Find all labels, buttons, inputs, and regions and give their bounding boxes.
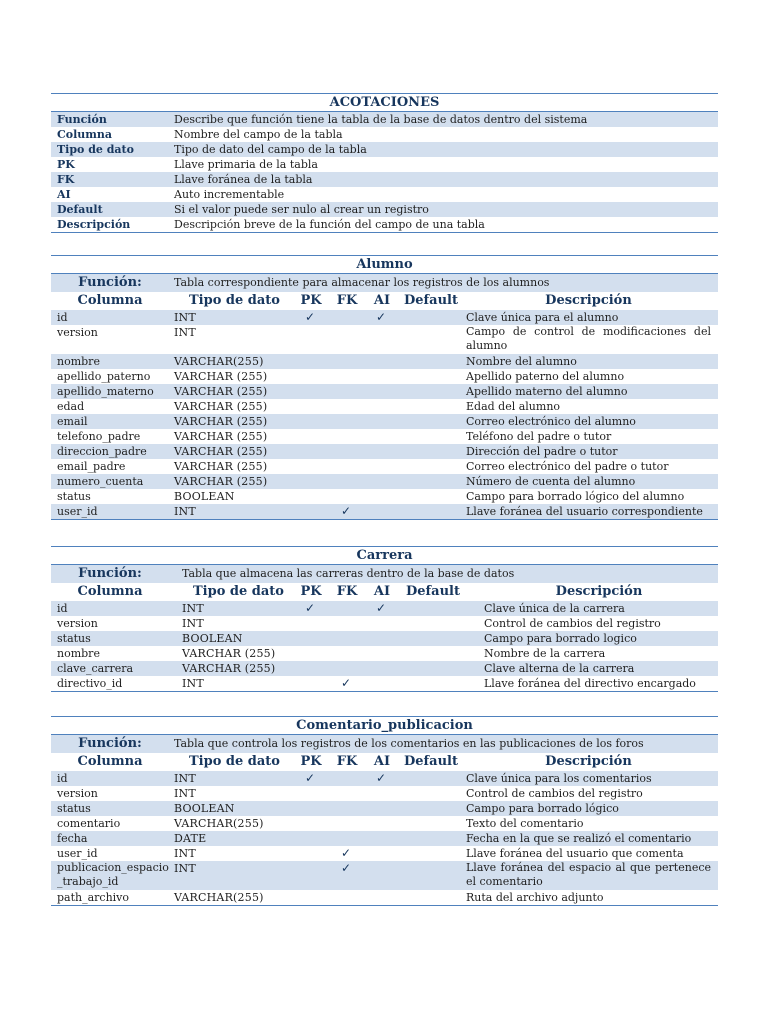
cell-tipo: VARCHAR(255): [174, 891, 264, 904]
header-columna: Columna: [77, 754, 143, 769]
table-row: [51, 369, 718, 384]
table-row: [51, 414, 718, 429]
table-row: [51, 786, 718, 801]
cell-columna: version: [57, 617, 98, 630]
header-descripcion: Descripción: [545, 293, 632, 308]
cell-columna: fecha: [57, 832, 88, 845]
table-row: [51, 816, 718, 831]
cell-tipo: INT: [182, 602, 204, 615]
header-fk: FK: [336, 754, 358, 769]
cell-descripcion: Apellido paterno del alumno: [466, 370, 625, 383]
cell-columna: status: [57, 490, 91, 503]
cell-columna: publicacion_espacio_trabajo_id: [57, 861, 169, 888]
cell-columna: status: [57, 802, 91, 815]
cell-descripcion: Nombre de la carrera: [484, 647, 606, 660]
table-row: [51, 504, 718, 519]
cell-columna: directivo_id: [57, 677, 123, 690]
cell-descripcion: Correo electrónico del alumno: [466, 415, 636, 428]
acotacion-key: Función: [57, 113, 107, 126]
column-headers: [51, 753, 718, 771]
cell-tipo: INT: [174, 505, 196, 518]
cell-tipo: VARCHAR (255): [174, 430, 268, 443]
cell-tipo: INT: [174, 862, 196, 875]
cell-columna: status: [57, 632, 91, 645]
cell-columna: path_archivo: [57, 891, 130, 904]
cell-columna: version: [57, 326, 98, 339]
table-row: [51, 601, 718, 616]
acotacion-key: Tipo de dato: [57, 143, 134, 156]
ai-check-icon: ✓: [376, 601, 387, 615]
cell-tipo: BOOLEAN: [182, 632, 243, 645]
acotaciones-table: [51, 93, 718, 233]
cell-descripcion: Control de cambios del registro: [466, 787, 643, 800]
cell-tipo: VARCHAR (255): [174, 415, 268, 428]
acotacion-value: Si el valor puede ser nulo al crear un registro: [174, 203, 429, 216]
header-tipo: Tipo de dato: [189, 293, 280, 308]
cell-columna: edad: [57, 400, 85, 413]
header-pk: PK: [300, 584, 322, 599]
cell-descripcion: Campo para borrado logico: [484, 632, 637, 645]
cell-tipo: VARCHAR (255): [174, 475, 268, 488]
cell-columna: telefono_padre: [57, 430, 141, 443]
acotacion-value: Llave primaria de la tabla: [174, 158, 318, 171]
acotacion-key: FK: [57, 173, 75, 186]
fk-check-icon: ✓: [341, 861, 352, 875]
column-headers: [51, 583, 718, 601]
cell-tipo: BOOLEAN: [174, 802, 235, 815]
cell-tipo: DATE: [174, 832, 207, 845]
column-headers: [51, 292, 718, 310]
cell-tipo: VARCHAR(255): [174, 817, 264, 830]
header-default: Default: [404, 754, 458, 769]
ai-check-icon: ✓: [376, 771, 387, 785]
funcion-label: Función:: [78, 566, 142, 581]
table-row: [51, 661, 718, 676]
cell-columna: nombre: [57, 647, 100, 660]
cell-tipo: VARCHAR (255): [182, 662, 276, 675]
table-row: [51, 384, 718, 399]
cell-columna: email_padre: [57, 460, 126, 473]
cell-columna: apellido_paterno: [57, 370, 151, 383]
acotacion-key: PK: [57, 158, 75, 171]
cell-descripcion: Número de cuenta del alumno: [466, 475, 636, 488]
header-columna: Columna: [77, 584, 143, 599]
pk-check-icon: ✓: [305, 771, 316, 785]
cell-tipo: VARCHAR (255): [174, 400, 268, 413]
funcion-text: Tabla que controla los registros de los comentarios en las publicaciones de los foros: [174, 737, 644, 750]
table-row: [51, 801, 718, 816]
cell-descripcion: Dirección del padre o tutor: [466, 445, 618, 458]
table-row: [51, 676, 718, 691]
cell-descripcion: Correo electrónico del padre o tutor: [466, 460, 669, 473]
table-row: [51, 399, 718, 414]
table-alumno: [51, 255, 718, 520]
header-descripcion: Descripción: [545, 754, 632, 769]
cell-tipo: INT: [174, 847, 196, 860]
cell-descripcion: Llave foránea del usuario correspondiente: [466, 505, 703, 518]
funcion-row: [51, 274, 718, 292]
acotacion-row: [51, 202, 718, 217]
acotacion-value: Describe que función tiene la tabla de la base de datos dentro del sistema: [174, 113, 588, 126]
fk-check-icon: ✓: [341, 504, 352, 518]
acotacion-row: [51, 157, 718, 172]
acotaciones-rows: [51, 112, 718, 233]
table-row: [51, 771, 718, 786]
table-row: [51, 354, 718, 369]
table-row: [51, 474, 718, 489]
acotacion-value: Tipo de dato del campo de la tabla: [174, 143, 367, 156]
cell-tipo: INT: [174, 772, 196, 785]
table-row: [51, 616, 718, 631]
cell-columna: version: [57, 787, 98, 800]
cell-columna: direccion_padre: [57, 445, 147, 458]
cell-descripcion: Campo de control de modificaciones del alumno: [466, 325, 711, 352]
funcion-row: [51, 565, 718, 583]
cell-descripcion: Control de cambios del registro: [484, 617, 661, 630]
funcion-text: Tabla correspondiente para almacenar los registros de los alumnos: [174, 276, 550, 289]
acotacion-value: Descripción breve de la función del campo de una tabla: [174, 218, 485, 231]
cell-tipo: INT: [182, 677, 204, 690]
cell-columna: id: [57, 311, 68, 324]
table-row: [51, 890, 718, 905]
table-row: [51, 489, 718, 504]
header-ai: AI: [373, 754, 391, 769]
cell-tipo: VARCHAR (255): [174, 460, 268, 473]
header-tipo: Tipo de dato: [193, 584, 284, 599]
cell-tipo: VARCHAR (255): [174, 385, 268, 398]
table-row: [51, 646, 718, 661]
cell-descripcion: Llave foránea del directivo encargado: [484, 677, 696, 690]
cell-descripcion: Clave única para los comentarios: [466, 772, 652, 785]
cell-tipo: INT: [174, 326, 196, 339]
cell-descripcion: Campo para borrado lógico del alumno: [466, 490, 685, 503]
cell-tipo: INT: [182, 617, 204, 630]
fk-check-icon: ✓: [341, 846, 352, 860]
cell-descripcion: Llave foránea del espacio al que pertenece el comentario: [466, 861, 711, 888]
cell-descripcion: Llave foránea del usuario que comenta: [466, 847, 684, 860]
acotacion-row: [51, 112, 718, 127]
pk-check-icon: ✓: [305, 601, 316, 615]
table-rows: [51, 601, 718, 692]
cell-tipo: BOOLEAN: [174, 490, 235, 503]
cell-columna: clave_carrera: [57, 662, 134, 675]
cell-tipo: VARCHAR (255): [174, 445, 268, 458]
table-comentario-publicacion: [51, 716, 718, 906]
header-columna: Columna: [77, 293, 143, 308]
cell-columna: user_id: [57, 847, 98, 860]
table-row: [51, 831, 718, 846]
cell-columna: user_id: [57, 505, 98, 518]
cell-tipo: VARCHAR (255): [174, 370, 268, 383]
cell-descripcion: Nombre del alumno: [466, 355, 577, 368]
header-default: Default: [406, 584, 460, 599]
header-ai: AI: [373, 293, 391, 308]
table-row: [51, 444, 718, 459]
table-rows: [51, 771, 718, 906]
cell-descripcion: Texto del comentario: [466, 817, 584, 830]
table-row: [51, 429, 718, 444]
acotacion-row: [51, 172, 718, 187]
acotacion-value: Auto incrementable: [174, 188, 285, 201]
cell-columna: email: [57, 415, 88, 428]
acotacion-row: [51, 142, 718, 157]
acotaciones-title: ACOTACIONES: [51, 93, 718, 112]
header-fk: FK: [336, 584, 358, 599]
header-pk: PK: [300, 293, 322, 308]
table-row: [51, 325, 718, 354]
table-row: [51, 861, 718, 890]
acotacion-key: Default: [57, 203, 103, 216]
funcion-text: Tabla que almacena las carreras dentro de la base de datos: [182, 567, 515, 580]
acotacion-key: Descripción: [57, 218, 131, 231]
table-rows: [51, 310, 718, 520]
acotacion-row: [51, 187, 718, 202]
header-fk: FK: [336, 293, 358, 308]
header-ai: AI: [373, 584, 391, 599]
cell-columna: comentario: [57, 817, 121, 830]
acotacion-row: [51, 217, 718, 232]
cell-descripcion: Edad del alumno: [466, 400, 561, 413]
header-descripcion: Descripción: [555, 584, 643, 599]
cell-descripcion: Clave única de la carrera: [484, 602, 625, 615]
table-title: Comentario_publicacion: [51, 716, 718, 735]
cell-columna: apellido_materno: [57, 385, 154, 398]
table-title: Carrera: [51, 546, 718, 565]
header-tipo: Tipo de dato: [189, 754, 280, 769]
ai-check-icon: ✓: [376, 310, 387, 324]
cell-descripcion: Ruta del archivo adjunto: [466, 891, 604, 904]
fk-check-icon: ✓: [341, 676, 352, 690]
cell-descripcion: Fecha en la que se realizó el comentario: [466, 832, 692, 845]
cell-descripcion: Apellido materno del alumno: [466, 385, 628, 398]
acotacion-value: Llave foránea de la tabla: [174, 173, 313, 186]
acotacion-row: [51, 127, 718, 142]
cell-tipo: INT: [174, 787, 196, 800]
cell-descripcion: Teléfono del padre o tutor: [466, 430, 612, 443]
cell-columna: id: [57, 602, 68, 615]
cell-descripcion: Campo para borrado lógico: [466, 802, 619, 815]
cell-descripcion: Clave única para el alumno: [466, 311, 619, 324]
cell-columna: nombre: [57, 355, 100, 368]
funcion-row: [51, 735, 718, 753]
cell-tipo: VARCHAR(255): [174, 355, 264, 368]
table-row: [51, 631, 718, 646]
cell-columna: numero_cuenta: [57, 475, 144, 488]
cell-tipo: INT: [174, 311, 196, 324]
header-default: Default: [404, 293, 458, 308]
table-carrera: [51, 546, 718, 692]
table-row: [51, 459, 718, 474]
table-title: Alumno: [51, 255, 718, 274]
table-row: [51, 846, 718, 861]
acotacion-key: Columna: [57, 128, 113, 141]
header-pk: PK: [300, 754, 322, 769]
pk-check-icon: ✓: [305, 310, 316, 324]
acotacion-value: Nombre del campo de la tabla: [174, 128, 343, 141]
cell-tipo: VARCHAR (255): [182, 647, 276, 660]
cell-descripcion: Clave alterna de la carrera: [484, 662, 635, 675]
table-row: [51, 310, 718, 325]
cell-columna: id: [57, 772, 68, 785]
acotacion-key: AI: [57, 188, 71, 201]
funcion-label: Función:: [78, 736, 142, 751]
funcion-label: Función:: [78, 275, 142, 290]
